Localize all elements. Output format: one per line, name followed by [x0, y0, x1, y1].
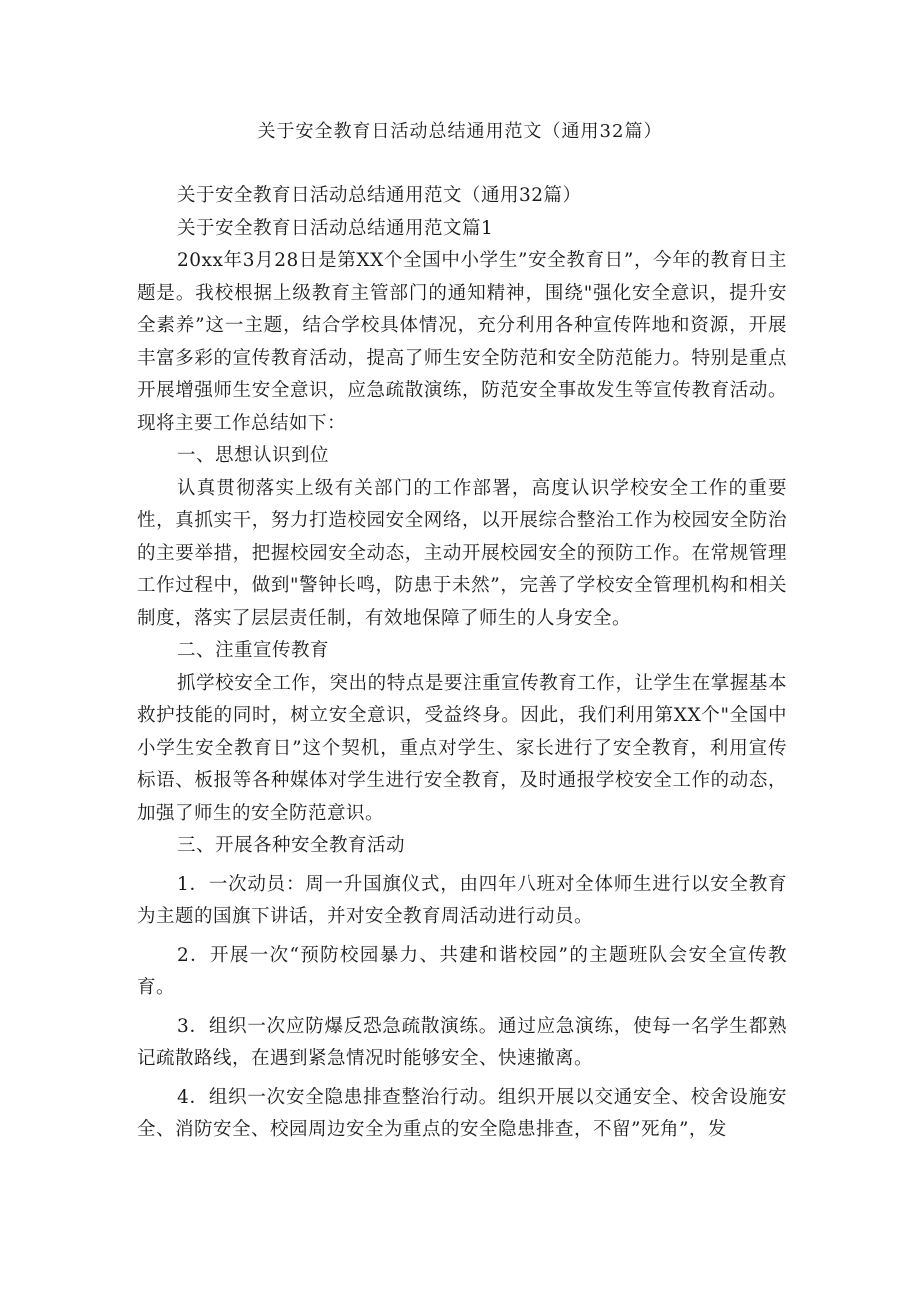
paragraph-intro: 20xx年3月28日是第XX个全国中小学生”安全教育日”，今年的教育日主题是。我校根据上级教育主管部门的通知精神，围绕"强化安全意识，提升安全素养”这一主题，结合学校具体情况，充分利用各种宣传阵地和资源，开展丰富多彩的宣传教育活动，提高了师生安全防范和安全防范能力。特别是重点开展增强师生安全意识，应急疏散演练，防范安全事故发生等宣传教育活动。现将主要工作总结如下： — [137, 250, 787, 434]
document-title: 关于安全教育日活动总结通用范文（通用32篇） — [257, 121, 663, 142]
paragraph-subtitle: 关于安全教育日活动总结通用范文（通用32篇） — [177, 185, 582, 206]
section-heading-3: 三、开展各种安全教育活动 — [177, 835, 406, 856]
list-item-3: 3．组织一次应防爆反恐急疏散演练。通过应急演练，使每一名学生都熟记疏散路线，在遇到紧急情况时能够安全、快速撤离。 — [137, 1015, 787, 1069]
paragraph-section-1: 认真贯彻落实上级有关部门的工作部署，高度认识学校安全工作的重要性，真抓实干，努力打造校园安全网络，以开展综合整治工作为校园安全防治的主要举措，把握校园安全动态，主动开展校园安全的预防工作。在常规管理工作过程中，做到"警钟长鸣，防患于未然”，完善了学校安全管理机构和相关制度，落实了层层责任制，有效地保障了师生的人身安全。 — [137, 477, 787, 629]
paragraph-article-heading: 关于安全教育日活动总结通用范文篇1 — [177, 217, 494, 239]
document-body — [137, 180, 787, 1147]
list-item-2: 2．开展一次“预防校园暴力、共建和谐校园”的主题班队会安全宣传教育。 — [137, 944, 787, 998]
section-heading-1: 一、思想认识到位 — [177, 445, 330, 466]
paragraph-section-2: 抓学校安全工作，突出的特点是要注重宣传教育工作，让学生在掌握基本救护技能的同时，树立安全意识，受益终身。因此，我们利用第XX个"全国中小学生安全教育日”这个契机，重点对学生、家长进行了安全教育，利用宣传标语、板报等各种媒体对学生进行安全教育，及时通报学校安全工作的动态，加强了师生的安全防范意识。 — [137, 672, 787, 824]
list-item-4: 4．组织一次安全隐患排查整治行动。组织开展以交通安全、校舍设施安全、消防安全、校园周边安全为重点的安全隐患排查，不留”死角”，发 — [137, 1086, 787, 1140]
list-item-1: 1．一次动员：周一升国旗仪式，由四年八班对全体师生进行以安全教育为主题的国旗下讲话，并对安全教育周活动进行动员。 — [137, 873, 787, 927]
section-heading-2: 二、注重宣传教育 — [177, 640, 330, 661]
